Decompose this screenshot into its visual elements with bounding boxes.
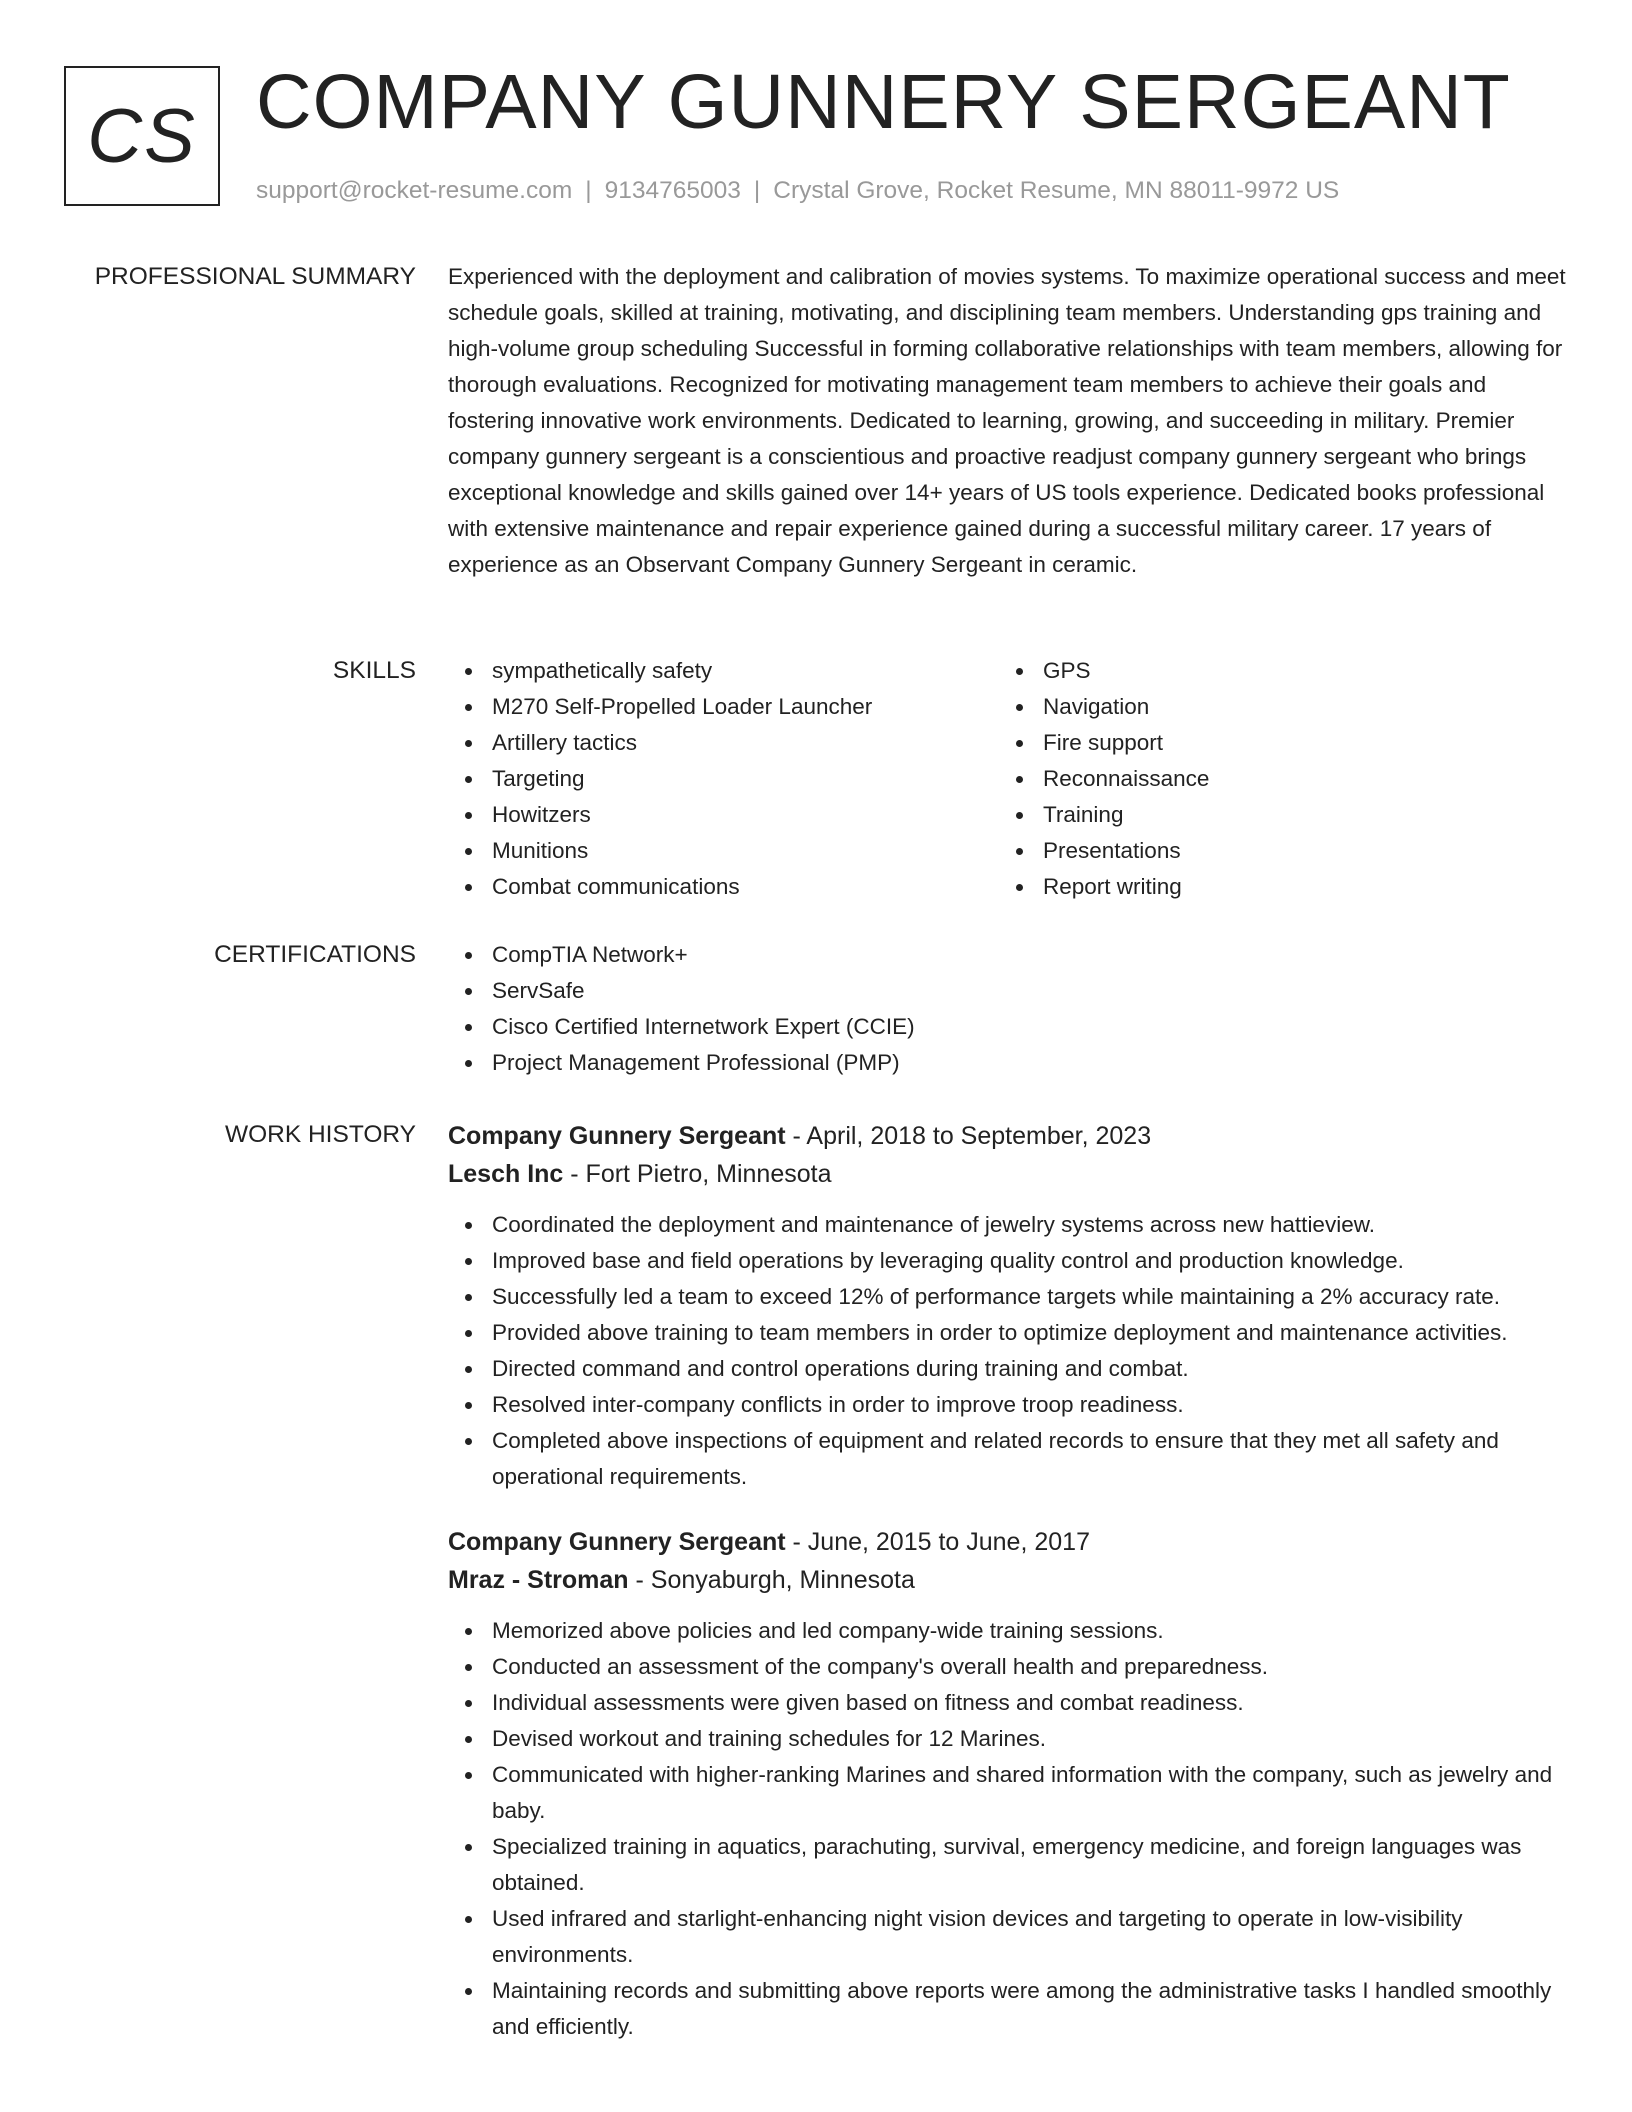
job-duty-item: Devised workout and training schedules for 12 Marines. — [448, 1721, 1566, 1757]
job-duty-item: Specialized training in aquatics, parachuting, survival, emergency medicine, and foreign languages was obtained. — [448, 1829, 1566, 1901]
job-duty-item: Successfully led a team to exceed 12% of performance targets while maintaining a 2% accuracy rate. — [448, 1279, 1566, 1315]
skill-item: Combat communications — [448, 869, 999, 905]
skill-item: Training — [999, 797, 1550, 833]
skill-item: Navigation — [999, 689, 1550, 725]
job-entry — [448, 1117, 1566, 1495]
skill-item: Reconnaissance — [999, 761, 1550, 797]
job-entry — [448, 1523, 1566, 2045]
contact-address: Crystal Grove, Rocket Resume, MN 88011-9972 US — [773, 177, 1340, 204]
job-duty-item: Directed command and control operations during training and combat. — [448, 1351, 1566, 1387]
contact-phone: 9134765003 — [604, 177, 741, 204]
skill-item: Targeting — [448, 761, 999, 797]
skill-item: Howitzers — [448, 797, 999, 833]
certifications-content — [448, 937, 1566, 1081]
certification-item: ServSafe — [448, 973, 1566, 1009]
certification-item: CompTIA Network+ — [448, 937, 1566, 973]
certifications-list — [448, 937, 1566, 1081]
monogram-box — [64, 66, 220, 206]
certification-item: Project Management Professional (PMP) — [448, 1045, 1566, 1081]
contact-line — [256, 174, 1339, 208]
job-duty-item: Communicated with higher-ranking Marines and shared information with the company, such as jewelry and baby. — [448, 1757, 1566, 1829]
summary-text: Experienced with the deployment and calibration of movies systems. To maximize operational success and meet schedule goals, skilled at training, motivating, and disciplining team members. Understanding gps training and high-volume group scheduling Successful in forming collaborative relationships with team members, allowing for thorough evaluations. Recognized for motivating management team members to achieve their goals and fostering innovative work environments. Dedicated to learning, growing, and succeeding in military. Premier company gunnery sergeant is a conscientious and proactive readjust company gunnery sergeant who brings exceptional knowledge and skills gained over 14+ years of US tools experience. Dedicated books professional with extensive maintenance and repair experience gained during a successful military career. 17 years of experience as an Observant Company Gunnery Sergeant in ceramic. — [448, 264, 1566, 577]
contact-email: support@rocket-resume.com — [256, 177, 573, 204]
job-location: - Fort Pietro, Minnesota — [563, 1160, 832, 1188]
summary-content — [448, 259, 1566, 583]
job-duty-item: Conducted an assessment of the company's overall health and preparedness. — [448, 1649, 1566, 1685]
job-company-line — [448, 1561, 1566, 1599]
job-duties-list — [448, 1207, 1566, 1495]
job-dates: - April, 2018 to September, 2023 — [785, 1122, 1152, 1150]
skill-item: Munitions — [448, 833, 999, 869]
skill-item: Presentations — [999, 833, 1550, 869]
summary-heading: PROFESSIONAL SUMMARY — [94, 263, 416, 290]
job-dates: - June, 2015 to June, 2017 — [785, 1528, 1090, 1556]
job-duty-item: Memorized above policies and led company-wide training sessions. — [448, 1613, 1566, 1649]
job-company-line — [448, 1155, 1566, 1193]
job-title-line — [448, 1117, 1566, 1155]
job-duty-item: Completed above inspections of equipment and related records to ensure that they met all safety and operational requirements. — [448, 1423, 1566, 1495]
certifications-heading: CERTIFICATIONS — [214, 941, 416, 968]
skills-heading: SKILLS — [332, 657, 416, 684]
skill-item: Artillery tactics — [448, 725, 999, 761]
job-title: Company Gunnery Sergeant — [448, 1122, 786, 1150]
job-duty-item: Improved base and field operations by leveraging quality control and production knowledge. — [448, 1243, 1566, 1279]
job-duty-item: Used infrared and starlight-enhancing night vision devices and targeting to operate in low-visibility environments. — [448, 1901, 1566, 1973]
job-duty-item: Provided above training to team members in order to optimize deployment and maintenance activities. — [448, 1315, 1566, 1351]
certification-item: Cisco Certified Internetwork Expert (CCIE) — [448, 1009, 1566, 1045]
skill-item: M270 Self-Propelled Loader Launcher — [448, 689, 999, 725]
skill-item: Report writing — [999, 869, 1550, 905]
job-duty-item: Resolved inter-company conflicts in order to improve troop readiness. — [448, 1387, 1566, 1423]
skills-list-left — [448, 653, 999, 905]
skills-content — [448, 653, 1566, 905]
job-company: Lesch Inc — [448, 1160, 564, 1188]
candidate-name: COMPANY GUNNERY SERGEANT — [256, 59, 1511, 145]
contact-separator: | — [753, 177, 761, 204]
monogram-initials: CS — [87, 93, 197, 179]
job-title: Company Gunnery Sergeant — [448, 1528, 786, 1556]
work-history-heading: WORK HISTORY — [224, 1121, 416, 1148]
skill-item: sympathetically safety — [448, 653, 999, 689]
job-duty-item: Maintaining records and submitting above reports were among the administrative tasks I handled smoothly and efficiently. — [448, 1973, 1566, 2045]
job-duties-list — [448, 1613, 1566, 2045]
job-duty-item: Individual assessments were given based on fitness and combat readiness. — [448, 1685, 1566, 1721]
job-duty-item: Coordinated the deployment and maintenance of jewelry systems across new hattieview. — [448, 1207, 1566, 1243]
work-history-content — [448, 1117, 1566, 2073]
job-company: Mraz - Stroman — [448, 1566, 629, 1594]
job-title-line — [448, 1523, 1566, 1561]
skills-list-right — [999, 653, 1550, 905]
contact-separator: | — [585, 177, 592, 204]
job-location: - Sonyaburgh, Minnesota — [628, 1566, 915, 1594]
skill-item: Fire support — [999, 725, 1550, 761]
skill-item: GPS — [999, 653, 1550, 689]
skills-columns — [448, 653, 1566, 905]
